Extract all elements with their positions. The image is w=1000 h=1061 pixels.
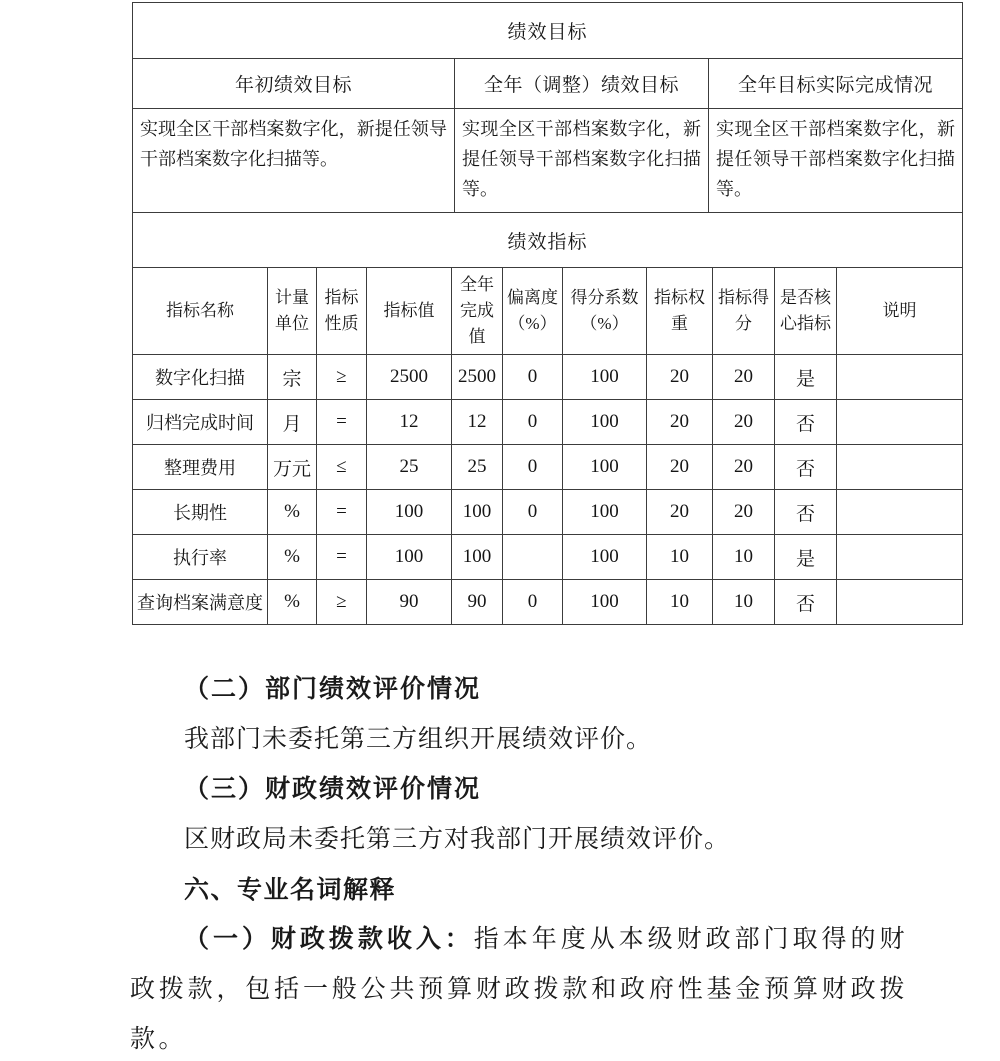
- paragraph-fiscal-evaluation: 区财政局未委托第三方对我部门开展绩效评价。: [184, 826, 731, 853]
- goal-header-row: [133, 59, 963, 109]
- indicator-header-core: 是否核心指标: [775, 268, 837, 355]
- paragraph-dept-evaluation: 我部门未委托第三方组织开展绩效评价。: [184, 726, 653, 753]
- indicator-cell: 100: [563, 400, 647, 445]
- indicator-header-weight: 指标权重: [647, 268, 713, 355]
- indicator-cell: 100: [563, 580, 647, 625]
- indicator-cell: [837, 535, 963, 580]
- indicator-cell: ≥: [317, 580, 367, 625]
- indicator-cell: ≥: [317, 355, 367, 400]
- goal-title-row: [133, 3, 963, 59]
- indicator-cell: 整理费用: [133, 445, 268, 490]
- indicator-cell: 20: [647, 355, 713, 400]
- indicator-row-execution-rate: [133, 535, 963, 580]
- indicator-cell: 月: [268, 400, 317, 445]
- indicator-header-note: 说明: [837, 268, 963, 355]
- indicator-header-score-coefficient: 得分系数（%）: [563, 268, 647, 355]
- indicator-cell: 12: [367, 400, 452, 445]
- goal-column-header-adjusted: 全年（调整）绩效目标: [455, 59, 709, 109]
- indicator-cell: 0: [503, 580, 563, 625]
- indicator-row-archive-time: [133, 400, 963, 445]
- indicator-cell: %: [268, 535, 317, 580]
- indicator-cell: 90: [452, 580, 503, 625]
- indicator-cell: 10: [713, 535, 775, 580]
- indicator-cell: [837, 400, 963, 445]
- section-heading-terminology: 六、专业名词解释: [184, 876, 397, 904]
- indicator-cell: 20: [713, 355, 775, 400]
- indicator-cell: 10: [713, 580, 775, 625]
- indicator-header-deviation: 偏离度（%）: [503, 268, 563, 355]
- indicator-header-score: 指标得分: [713, 268, 775, 355]
- indicator-header-completed: 全年完成值: [452, 268, 503, 355]
- goal-content-row: [133, 109, 963, 213]
- indicator-header-nature: 指标性质: [317, 268, 367, 355]
- indicator-cell: 2500: [367, 355, 452, 400]
- indicator-cell: 万元: [268, 445, 317, 490]
- indicator-cell: %: [268, 490, 317, 535]
- indicator-header-target: 指标值: [367, 268, 452, 355]
- indicator-cell: 20: [647, 400, 713, 445]
- performance-table-block: [132, 2, 962, 625]
- indicator-cell: 25: [452, 445, 503, 490]
- indicator-cell: ≤: [317, 445, 367, 490]
- indicator-header-row: [133, 268, 963, 355]
- indicator-cell: 100: [563, 535, 647, 580]
- indicator-cell: 是: [775, 355, 837, 400]
- indicator-cell: [837, 490, 963, 535]
- indicator-cell: 20: [647, 445, 713, 490]
- indicator-cell: 否: [775, 445, 837, 490]
- indicator-row-query-satisfaction: [133, 580, 963, 625]
- performance-indicator-table: [132, 212, 963, 625]
- indicator-cell: [503, 535, 563, 580]
- indicator-cell: 100: [452, 490, 503, 535]
- indicator-cell: 0: [503, 490, 563, 535]
- goal-content-initial: 实现全区干部档案数字化，新提任领导干部档案数字化扫描等。: [133, 109, 455, 213]
- indicator-cell: 100: [563, 490, 647, 535]
- document-body: [130, 665, 908, 1061]
- goal-column-header-initial: 年初绩效目标: [133, 59, 455, 109]
- indicator-cell: 查询档案满意度: [133, 580, 268, 625]
- indicator-row-longevity: [133, 490, 963, 535]
- indicator-row-digitized-scan: [133, 355, 963, 400]
- indicator-cell: 20: [713, 400, 775, 445]
- indicator-cell: 2500: [452, 355, 503, 400]
- indicator-cell: 20: [647, 490, 713, 535]
- section-heading-dept-evaluation: （二）部门绩效评价情况: [184, 676, 482, 703]
- indicator-cell: 归档完成时间: [133, 400, 268, 445]
- indicator-cell: 10: [647, 580, 713, 625]
- indicator-cell: 否: [775, 400, 837, 445]
- indicator-cell: 执行率: [133, 535, 268, 580]
- indicator-cell: 数字化扫描: [133, 355, 268, 400]
- indicator-cell: 100: [452, 535, 503, 580]
- indicator-cell: =: [317, 400, 367, 445]
- indicator-cell: 否: [775, 490, 837, 535]
- indicator-cell: 0: [503, 355, 563, 400]
- performance-goal-table: [132, 2, 963, 213]
- term-definition: 指本年度从本级财政部门取得的财政拨款，包括一般公共预算财政拨款和政府性基金预算财政拨款。: [130, 926, 908, 1053]
- goal-content-actual: 实现全区干部档案数字化，新提任领导干部档案数字化扫描等。: [709, 109, 963, 213]
- indicator-cell: 100: [367, 490, 452, 535]
- indicator-cell: 20: [713, 490, 775, 535]
- indicator-title-row: [133, 213, 963, 268]
- section-heading-fiscal-evaluation: （三）财政绩效评价情况: [184, 776, 482, 803]
- indicator-cell: 100: [563, 355, 647, 400]
- goal-content-adjusted: 实现全区干部档案数字化，新提任领导干部档案数字化扫描等。: [455, 109, 709, 213]
- indicator-cell: [837, 445, 963, 490]
- indicator-cell: 12: [452, 400, 503, 445]
- indicator-header-unit: 计量单位: [268, 268, 317, 355]
- goal-table-title: 绩效目标: [133, 3, 963, 59]
- indicator-cell: =: [317, 490, 367, 535]
- indicator-cell: 90: [367, 580, 452, 625]
- indicator-cell: [837, 355, 963, 400]
- paragraph-term-fiscal-appropriation: [130, 915, 908, 1061]
- indicator-cell: 长期性: [133, 490, 268, 535]
- indicator-cell: %: [268, 580, 317, 625]
- indicator-table-title: 绩效指标: [133, 213, 963, 268]
- indicator-cell: 是: [775, 535, 837, 580]
- indicator-cell: 10: [647, 535, 713, 580]
- indicator-header-name: 指标名称: [133, 268, 268, 355]
- indicator-cell: 宗: [268, 355, 317, 400]
- indicator-cell: 20: [713, 445, 775, 490]
- indicator-cell: 25: [367, 445, 452, 490]
- term-label: （一）财政拨款收入：: [184, 926, 474, 953]
- indicator-row-sorting-cost: [133, 445, 963, 490]
- indicator-cell: 100: [367, 535, 452, 580]
- indicator-cell: 0: [503, 400, 563, 445]
- goal-column-header-actual: 全年目标实际完成情况: [709, 59, 963, 109]
- indicator-cell: 0: [503, 445, 563, 490]
- indicator-cell: =: [317, 535, 367, 580]
- indicator-cell: 100: [563, 445, 647, 490]
- indicator-cell: [837, 580, 963, 625]
- indicator-cell: 否: [775, 580, 837, 625]
